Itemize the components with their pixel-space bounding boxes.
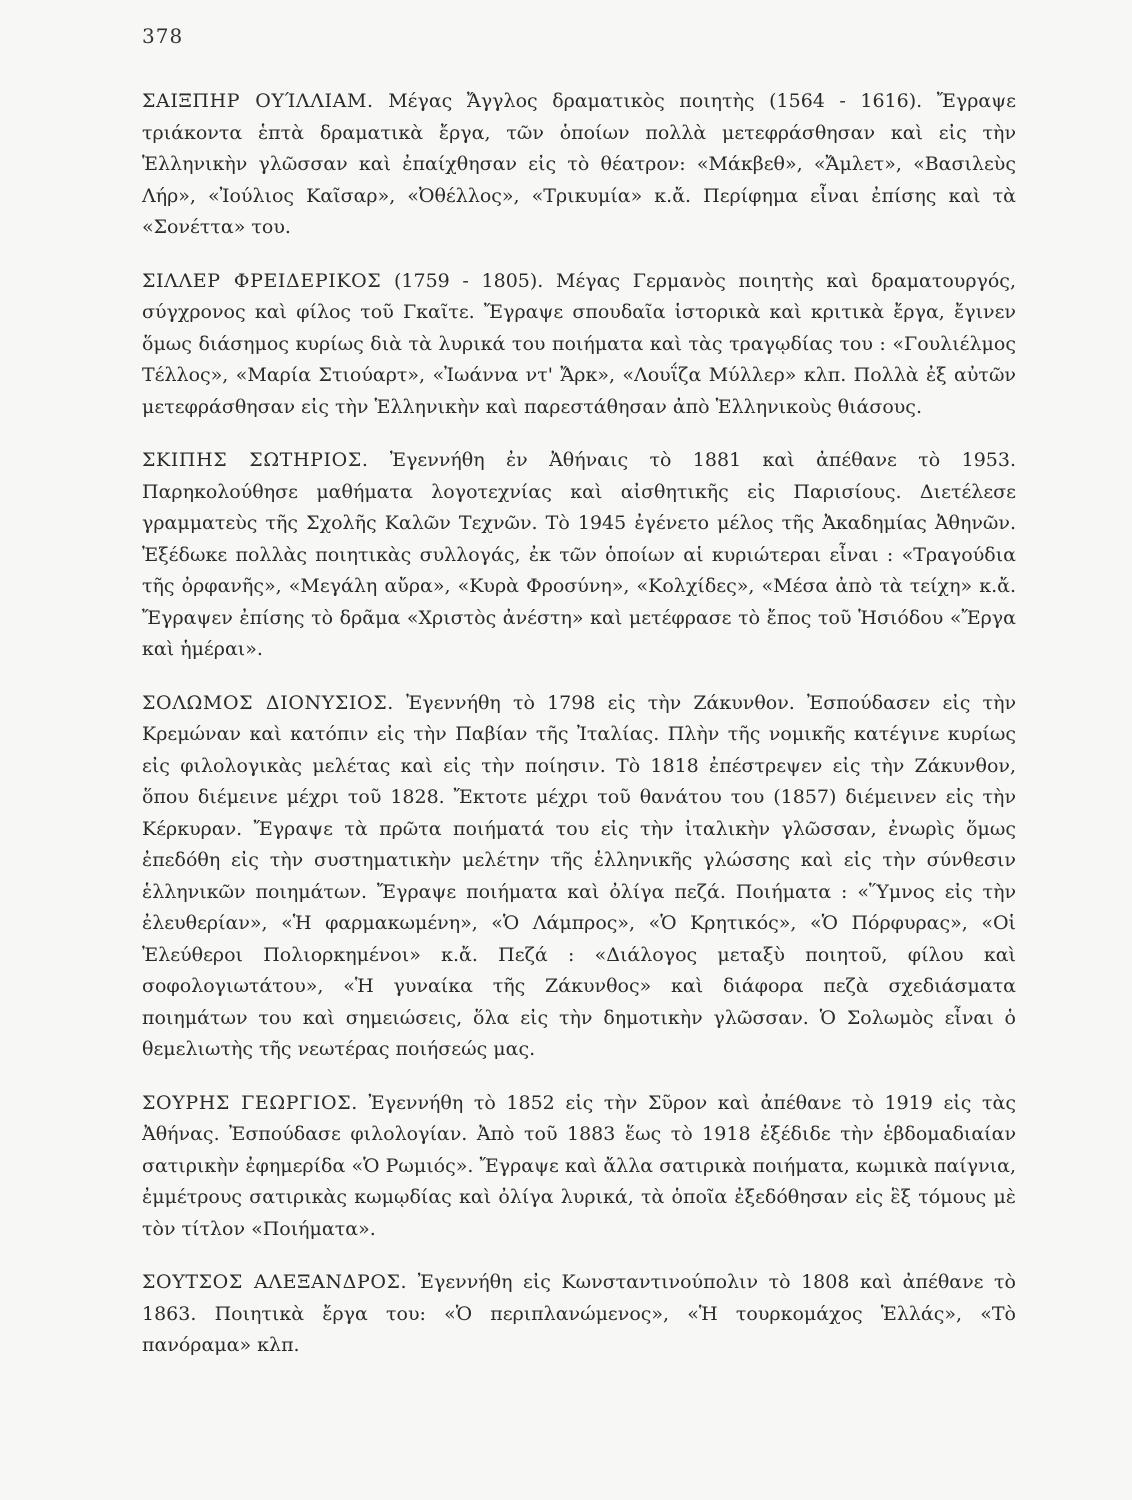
entry-text: Ἐγεννήθη εἰς Κωνσταντινούπολιν τὸ 1808 καὶ ἀπέθανε τὸ 1863. Ποιητικὰ ἔργα του: «Ὁ περιπλανώμενος», «Ἡ τουρκομάχος Ἑλλάς», «Τὸ πανόραμα» κλπ. (142, 1271, 1016, 1356)
entry-text: Ἐγεννήθη τὸ 1798 εἰς τὴν Ζάκυνθον. Ἐσπούδασεν εἰς τὴν Κρεμώναν καὶ κατόπιν εἰς τὴν Παβίαν τῆς Ἰταλίας. Πλὴν τῆς νομικῆς κατέγινε κυρίως εἰς φιλολογικὰς μελέτας καὶ εἰς τὴν ποίησιν. Τὸ 1818 ἐπέστρεψεν εἰς τὴν Ζάκυνθον, ὅπου διέμεινε μέχρι τοῦ 1828. Ἔκτοτε μέχρι τοῦ θανάτου του (1857) διέμεινεν εἰς τὴν Κέρκυραν. Ἔγραψε τὰ πρῶτα ποιήματά του εἰς τὴν ἰταλικὴν γλῶσσαν, ἐνωρὶς ὅμως ἐπεδόθη εἰς τὴν συστηματικὴν μελέτην τῆς ἑλληνικῆς γλώσσης καὶ εἰς τὴν σύνθεσιν ἑλληνικῶν ποιημάτων. Ἔγραψε ποιήματα καὶ ὀλίγα πεζά. Ποιήματα : «Ὕμνος εἰς τὴν ἐλευθερίαν», «Ἡ φαρμακωμένη», «Ὁ Λάμπρος», «Ὁ Κρητικός», «Ὁ Πόρφυρας», «Οἱ Ἐλεύθεροι Πολιορκημένοι» κ.ἄ. Πεζά : «Διάλογος μεταξὺ ποιητοῦ, φίλου καὶ σοφολογιωτάτου», «Ἡ γυναίκα τῆς Ζάκυνθος» καὶ διάφορα πεζὰ σχεδιάσματα ποιημάτων του καὶ σημειώσεις, ὅλα εἰς τὴν δημοτικὴν γλῶσσαν. Ὁ Σολωμὸς εἶναι ὁ θεμελιωτὴς τῆς νεωτέρας ποιήσεώς μας. (142, 691, 1017, 1060)
entry-name: ΣΟΛΩΜΟΣ ΔΙΟΝΥΣΙΟΣ. (142, 691, 394, 714)
entry-text: Μέγας Ἄγγλος δραματικὸς ποιητὴς (1564 - 1616). Ἔγραψε τριάκοντα ἑπτὰ δραματικὰ ἔργα, τῶν ὁποίων πολλὰ μετεφράσθησαν καὶ εἰς τὴν Ἑλληνικὴν γλῶσσαν καὶ ἐπαίχθησαν εἰς τὸ θέατρον: «Μάκβεθ», «Ἄμλετ», «Βασιλεὺς Λήρ», «Ἰούλιος Καῖσαρ», «Ὀθέλλος», «Τρικυμία» κ.ἄ. Περίφημα εἶναι ἐπίσης καὶ τὰ «Σονέττα» του. (142, 90, 1016, 238)
entry-shakespeare (142, 86, 1016, 244)
entry-name: ΣΟΥΡΗΣ ΓΕΩΡΓΙΟΣ. (142, 1091, 358, 1114)
entry-text: (1759 - 1805). Μέγας Γερμανὸς ποιητὴς καὶ δραματουργός, σύγχρονος καὶ φίλος τοῦ Γκαῖτε. Ἔγραψε σπουδαῖα ἱστορικὰ καὶ κριτικὰ ἔργα, ἔγινεν ὅμως διάσημος κυρίως διὰ τὰ λυρικά του ποιήματα καὶ τὰς τραγῳδίας του : «Γουλιέλμος Τέλλος», «Μαρία Στιούαρτ», «Ἰωάννα ντ' Ἄρκ», «Λουΐζα Μύλλερ» κλπ. Πολλὰ ἐξ αὐτῶν μετεφράσθησαν εἰς τὴν Ἑλληνικὴν καὶ παρεστάθησαν ἀπὸ Ἑλληνικοὺς θιάσους. (142, 269, 1016, 418)
dictionary-entries (142, 86, 1016, 1384)
entry-name: ΣΟΥΤΣΟΣ ΑΛΕΞΑΝΔΡΟΣ. (142, 1271, 408, 1293)
entry-skipis (142, 445, 1016, 666)
entry-souris (142, 1088, 1016, 1246)
entry-solomos (142, 688, 1016, 1066)
entry-name: ΣΙΛΛΕΡ ΦΡΕΙΔΕΡΙΚΟΣ (142, 269, 382, 292)
entry-name: ΣΚΙΠΗΣ ΣΩΤΗΡΙΟΣ. (142, 449, 369, 471)
entry-soutsos (142, 1267, 1016, 1362)
entry-schiller (142, 266, 1016, 424)
entry-text: Ἐγεννήθη ἐν Ἀθήναις τὸ 1881 καὶ ἀπέθανε τὸ 1953. Παρηκολούθησε μαθήματα λογοτεχνίας καὶ αἰσθητικῆς εἰς Παρισίους. Διετέλεσε γραμματεὺς τῆς Σχολῆς Καλῶν Τεχνῶν. Τὸ 1945 ἐγένετο μέλος τῆς Ἀκαδημίας Ἀθηνῶν. Ἐξέδωκε πολλὰς ποιητικὰς συλλογάς, ἐκ τῶν ὁποίων αἱ κυριώτεραι εἶναι : «Τραγούδια τῆς ὀρφανῆς», «Μεγάλη αὔρα», «Κυρὰ Φροσύνη», «Κολχίδες», «Μέσα ἀπὸ τὰ τείχη» κ.ἄ. Ἔγραψεν ἐπίσης τὸ δρᾶμα «Χριστὸς ἀνέστη» καὶ μετέφρασε τὸ ἔπος τοῦ Ἡσιόδου «Ἔργα καὶ ἡμέραι». (142, 449, 1017, 660)
entry-name: ΣΑΙΞΠΗΡ ΟΥΊΛΛΙΑΜ. (142, 90, 374, 112)
entry-text: Ἐγεννήθη τὸ 1852 εἰς τὴν Σῦρον καὶ ἀπέθανε τὸ 1919 εἰς τὰς Ἀθήνας. Ἐσπούδασε φιλολογίαν. Ἀπὸ τοῦ 1883 ἕως τὸ 1918 ἐξέδιδε τὴν ἑβδομαδιαίαν σατιρικὴν ἐφημερίδα «Ὁ Ρωμιός». Ἔγραψε καὶ ἄλλα σατιρικὰ ποιήματα, κωμικὰ παίγνια, ἐμμέτρους σατιρικὰς κωμῳδίας καὶ ὀλίγα λυρικά, τὰ ὁποῖα ἐξεδόθησαν εἰς ἓξ τόμους μὲ τὸν τίτλον «Ποιήματα». (142, 1091, 1016, 1240)
page-number: 378 (142, 24, 184, 48)
